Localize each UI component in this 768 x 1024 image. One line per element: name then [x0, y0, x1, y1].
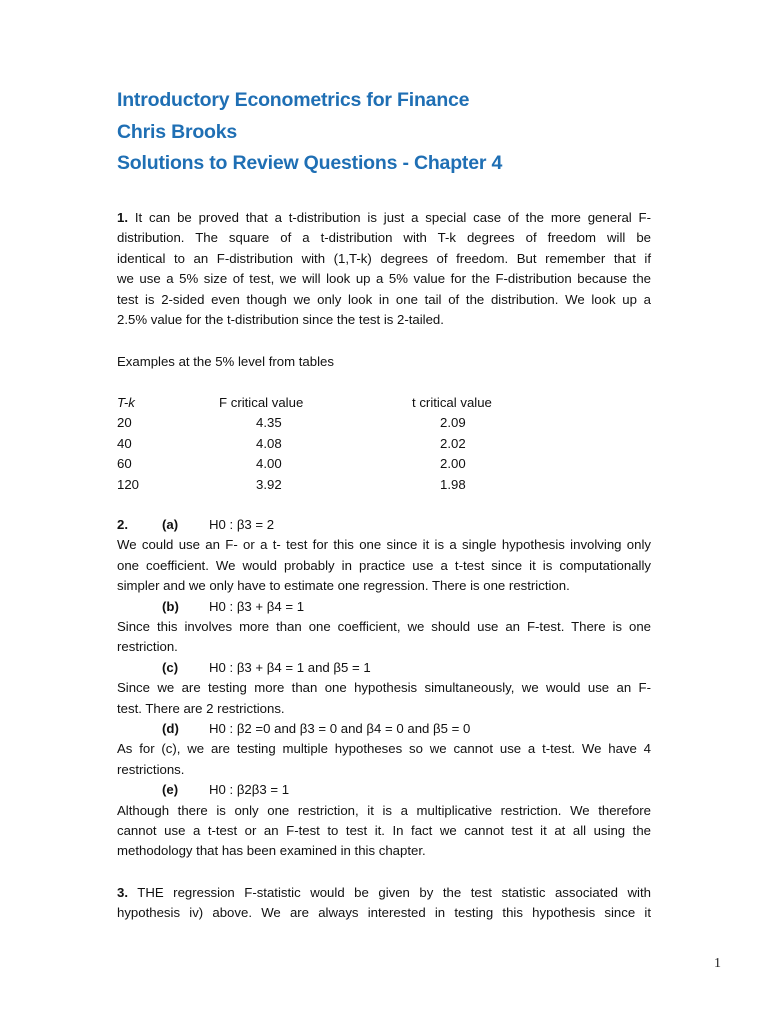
q2e-line: Although there is only one restriction, it is a multiplicative restriction. We therefore — [117, 802, 651, 818]
author-name: Chris Brooks — [117, 121, 238, 143]
q2b-line: Since this involves more than one coefficient, we should use an F-test. There is one — [117, 619, 651, 634]
header-t: t critical value — [412, 395, 492, 410]
page-number: 1 — [714, 956, 721, 971]
header-tk: T-k — [117, 395, 135, 410]
q2e-header — [117, 780, 651, 800]
q2b-header — [117, 597, 651, 617]
q2a-line: one coefficient. We would probably in practice use a t-test since it is computationally — [117, 557, 651, 573]
hypothesis: H0 : β2β3 = 1 — [209, 782, 290, 798]
q1-line: 1. It can be proved that a t-distribution is just a special case of the more general F- — [117, 210, 651, 225]
q2e-line: methodology that has been examined in this chapter. — [117, 843, 426, 859]
header-f: F critical value — [219, 395, 304, 410]
hypothesis: H0 : β3 + β4 = 1 — [209, 598, 305, 614]
part-label: (e) — [162, 782, 179, 798]
question-2 — [117, 515, 651, 862]
q2d-line: As for (c), we are testing multiple hypotheses so we cannot use a t-test. We have 4 — [117, 741, 651, 757]
q1-line: we use a 5% size of test, we will look up a 5% value for the F-distribution because the — [117, 271, 651, 287]
q2a-header — [117, 515, 651, 535]
question-number: 3. — [117, 885, 128, 900]
part-label: (b) — [162, 598, 179, 614]
hypothesis: H0 : β2 =0 and β3 = 0 and β4 = 0 and β5 = 0 — [209, 721, 471, 737]
q2e-line: cannot use a t-test or an F-test to test it. In fact we cannot test it at all using the — [117, 823, 651, 839]
q2c-line: Since we are testing more than one hypothesis simultaneously, we would use an F- — [117, 680, 651, 696]
q2c-line: test. There are 2 restrictions. — [117, 700, 285, 716]
q2b-line: restriction. — [117, 639, 178, 655]
q1-line: identical to an F-distribution with (1,T-k) degrees of freedom. But remember that if — [117, 250, 651, 266]
question-number: 1. — [117, 210, 128, 225]
part-label: (d) — [162, 721, 179, 737]
part-label: (c) — [162, 659, 179, 675]
hypothesis: H0 : β3 + β4 = 1 and β5 = 1 — [209, 659, 371, 675]
chapter-subtitle: Solutions to Review Questions - Chapter 4 — [117, 152, 503, 174]
q1-line: test is 2-sided even though we only look in one tail of the distribution. We look up a — [117, 291, 651, 307]
question-1 — [117, 208, 651, 330]
question-3 — [117, 883, 651, 924]
book-title: Introductory Econometrics for Finance — [117, 89, 470, 111]
q1-line: distribution. The square of a t-distribution with T-k degrees of freedom will be — [117, 230, 651, 246]
question-number: 2. — [117, 517, 128, 532]
q2d-header — [117, 719, 651, 739]
q2a-line: We could use an F- or a t- test for this one since it is a single hypothesis involving only — [117, 537, 651, 553]
q2a-line: simpler and we only have to estimate one regression. There is one restriction. — [117, 578, 570, 594]
part-label: (a) — [162, 517, 179, 532]
examples-label: Examples at the 5% level from tables — [117, 354, 334, 369]
q1-line: 2.5% value for the t-distribution since the test is 2-tailed. — [117, 312, 444, 328]
q2d-line: restrictions. — [117, 761, 185, 777]
q3-line: hypothesis iv) above. We are always interested in testing this hypothesis since it — [117, 905, 651, 921]
document-page: Introductory Econometrics for Finance Chris Brooks Solutions to Review Questions - Chapter 4 1. It can be proved that a t-distribution is just a special case of the more general F- distribution. The square of a t-distribution with T-k degrees of freedom will be identical to an F-distribution with (1,T-k) degrees of freedom. But remember that if we use a 5% size of test, we will look up a 5% value for the F-distribution because the test is 2-sided even though we only look in one tail of the distribution. We look up a 2.5% value for the t-distribution since the test is 2-tailed. Examples at the 5% level from tables T-k F critical value t critical value 20 4.35 2.09 40 4.08 2.02 60 4.00 2.00 120 3.92 1.98 2. (a) H0 : β3 = 2 We could use an F- or a t- test for this one since it is a single hypothesis involving only one coefficient. We would probably in practice use a t-test since it is computationally simpler and we only have to estimate one regression. There is one restriction. (b) H0 : β3 + β4 = 1 Since this involves more than one coefficient, we should use an F-test. There is one restriction. (c) H0 : β3 + β4 = 1 and β5 = 1 Since we are testing more than one hypothesis simultaneously, we would use an F- test. There are 2 restrictions. (d) H0 : β2 =0 and β3 = 0 and β4 = 0 and β5 = 0 As for (c), we are testing multiple hypotheses so we cannot use a t-test. We have 4 restrictions. (e) H0 : β2β3 = 1 Although there is only one restriction, it is a multiplicative restriction. We therefore cannot use a t-test or an F-test to test it. In fact we cannot test it at all using the methodology that has been examined in this chapter. 3. THE regression F-statistic would be given by the test statistic associated with hypothesis iv) above. We are always interested in testing this hypothesis since it 1 — [117, 89, 721, 971]
hypothesis: H0 : β3 = 2 — [209, 517, 275, 532]
q3-line: 3. THE regression F-statistic would be given by the test statistic associated with — [117, 885, 651, 900]
q2c-header — [117, 658, 651, 678]
